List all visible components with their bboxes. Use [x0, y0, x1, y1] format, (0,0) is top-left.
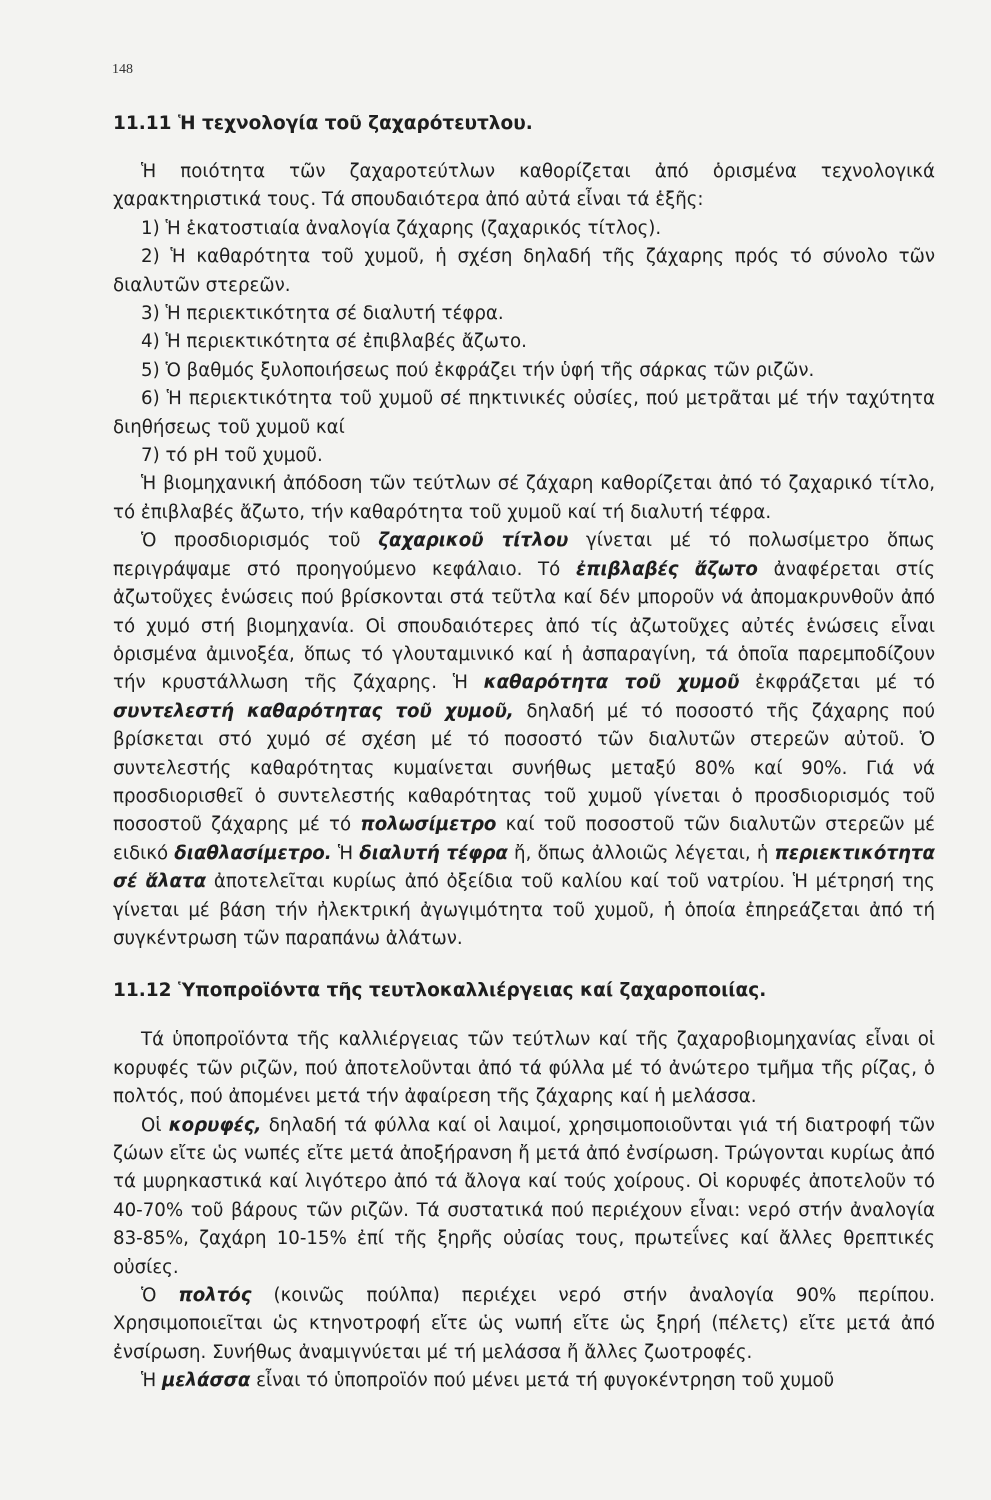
text-run: ἤ, ὅπως ἀλλοιῶς λέγεται, ἡ — [507, 842, 775, 864]
section-heading-11-11: 11.11 Ἡ τεχνολογία τοῦ ζαχαρότευτλου. — [113, 113, 533, 134]
text-run: δηλαδή μέ τό ποσοστό τῆς ζάχαρης πού βρίσκεται στό χυμό σέ σχέση μέ τό ποσοστό τῶν διαλυτῶν στερεῶν αὐτοῦ. Ὁ συντελεστής καθαρότητας κυμαίνεται συνήθως μεταξύ 80% καί 90%. Γιά νά προσδιορισθεῖ ὁ συντελεστής καθαρότητας τοῦ χυμοῦ γίνεται ὁ προσδιορισμός τοῦ ποσοστοῦ ζάχαρης μέ τό — [113, 700, 935, 836]
text-run: ἐκφράζεται μέ τό — [739, 672, 935, 694]
keyword-refractometer: διαθλασίμετρο. — [174, 842, 332, 864]
determination-paragraph — [113, 527, 935, 953]
keyword-purity-coefficient: συντελεστή καθαρότητας τοῦ χυμοῦ, — [113, 700, 514, 722]
text-run: καί τοῦ ποσοστοῦ τῶν διαλυτῶν στερεῶν μέ ειδικό — [113, 814, 935, 864]
keyword-molasses: μελάσσα — [161, 1370, 251, 1392]
keyword-pulp: πολτός — [178, 1285, 252, 1307]
list-item-1: 1) Ἡ ἑκατοστιαία ἀναλογία ζάχαρης (ζαχαρικός τίτλος). — [141, 217, 662, 239]
molasses-paragraph — [113, 1367, 935, 1395]
list-item-4: 4) Ἡ περιεκτικότητα σέ ἐπιβλαβές ἄζωτο. — [141, 331, 527, 353]
list-item-6: 6) Ἡ περιεκτικότητα τοῦ χυμοῦ σέ πηκτινικές οὐσίες, πού μετρᾶται μέ τήν ταχύτητα διηθήσεως τοῦ χυμοῦ καί — [113, 388, 935, 438]
keyword-salt-content: περιεκτικότητα σέ ἅλατα — [113, 842, 935, 893]
pulp-paragraph — [113, 1282, 935, 1367]
text-run: δηλαδή τά φύλλα καί οἱ λαιμοί, χρησιμοποιοῦνται γιά τή διατροφή τῶν ζώων εἴτε ὡς νωπές εἴτε μετά ἀποξήρανση ἤ μετά ἀπό ἐνσίρωση. Τρώγονται κυρίως ἀπό τά μυρηκαστικά καί λιγότερο ἀπό τά ἄλογα καί τούς χοίρους. Οἱ κορυφές ἀποτελοῦν τό 40-70% τοῦ βάρους τῶν ριζῶν. Τά συστατικά πού περιέχουν εἶναι: νερό στήν ἀναλογία 83-85%, ζαχάρη 10-15% ἐπί τῆς ξηρῆς οὐσίας τους, πρωτεΐνες καί ἄλλες θρεπτικές οὐσίες. — [113, 1114, 935, 1278]
text-run: Ἡ — [141, 1370, 162, 1392]
text-run: (κοινῶς πούλπα) περιέχει νερό στήν ἀναλογία 90% περίπου. Χρησιμοποιεῖται ὡς κτηνοτροφή εἴτε ὡς νωπή εἴτε ὡς ξηρή (πέλετς) εἴτε μετά ἀπό ἐνσίρωση. Συνήθως ἀναμιγνύεται μέ τή μελάσσα ἤ ἄλλες ζωοτροφές. — [113, 1285, 935, 1363]
list-item-3: 3) Ἡ περιεκτικότητα σέ διαλυτή τέφρα. — [141, 303, 504, 325]
keyword-sugar-title: ζαχαρικοῦ τίτλου — [378, 530, 569, 552]
text-run: εἶναι τό ὑποπροϊόν πού μένει μετά τή φυγοκέντρηση τοῦ χυμοῦ — [250, 1370, 835, 1392]
list-item-2: 2) Ἡ καθαρότητα τοῦ χυμοῦ, ἡ σχέση δηλαδή τῆς ζάχαρης πρός τό σύνολο τῶν διαλυτῶν στερεῶν. — [113, 246, 935, 296]
page-number: 148 — [112, 62, 133, 77]
text-run: ἀναφέρεται στίς ἀζωτοῦχες ἑνώσεις πού βρίσκονται στά τεῦτλα καί δέν μποροῦν νά ἀπομακρυνθοῦν ἀπό τό χυμό στή βιομηχανία. Οἱ σπουδαιότερες ἀπό τίς ἀζωτοῦχες αὐτές ἑνώσεις εἶναι ὁρισμένα ἀμινοξέα, ὅπως τό γλουταμινικό καί ἡ ἀσπαραγίνη, τά ὁποῖα παρεμποδίζουν τήν κρυστάλλωση τῆς ζάχαρης. Ἡ — [113, 558, 935, 694]
text-run: Ὁ προσδιορισμός τοῦ — [141, 530, 379, 552]
keyword-soluble-ash: διαλυτή τέφρα — [359, 842, 508, 864]
intro-paragraph: Ἡ ποιότητα τῶν ζαχαροτεύτλων καθορίζεται ἀπό ὁρισμένα τεχνολογικά χαρακτηριστικά τους. Τά σπουδαιότερα ἀπό αὐτά εἶναι τά ἑξῆς: — [113, 161, 935, 211]
list-item-5: 5) Ὁ βαθμός ξυλοποιήσεως πού ἐκφράζει τήν ὑφή τῆς σάρκας τῶν ριζῶν. — [141, 359, 815, 381]
text-run: Οἱ — [141, 1114, 169, 1136]
text-run: Ἡ — [331, 842, 360, 864]
keyword-juice-purity: καθαρότητα τοῦ χυμοῦ — [483, 672, 740, 694]
keyword-polarimeter: πολωσίμετρο — [360, 814, 497, 836]
tops-paragraph — [113, 1112, 935, 1282]
keyword-harmful-nitrogen: ἐπιβλαβές ἄζωτο — [575, 558, 758, 580]
section-heading-11-12: 11.12 Ὑποπροϊόντα τῆς τευτλοκαλλιέργειας καί ζαχαροποιίας. — [113, 980, 767, 1002]
list-item-7: 7) τό pH τοῦ χυμοῦ. — [141, 445, 323, 467]
keyword-tops: κορυφές, — [168, 1114, 262, 1136]
byproducts-paragraph: Τά ὑποπροϊόντα τῆς καλλιέργειας τῶν τεύτλων καί τῆς ζαχαροβιομηχανίας εἶναι οἱ κορυφές τῶν ριζῶν, πού ἀποτελοῦνται ἀπό τά φύλλα μέ τό ἀνώτερο τμῆμα τῆς ρίζας, ὁ πολτός, πού ἀπομένει μετά τήν ἀφαίρεση τῆς ζάχαρης καί ἡ μελάσσα. — [113, 1029, 935, 1108]
text-run: γίνεται μέ τό πολωσίμετρο ὅπως περιγράψαμε στό προηγούμενο κεφάλαιο. Τό — [113, 530, 935, 580]
text-run: ἀποτελεῖται κυρίως ἀπό ὀξείδια τοῦ καλίου καί τοῦ νατρίου. Ἡ μέτρησή της γίνεται μέ βάση τήν ἠλεκτρική ἀγωγιμότητα τοῦ χυμοῦ, ἡ ὁποία ἐπηρεάζεται ἀπό τή συγκέντρωση τῶν παραπάνω ἀλάτων. — [113, 871, 935, 949]
yield-paragraph: Ἡ βιομηχανική ἀπόδοση τῶν τεύτλων σέ ζάχαρη καθορίζεται ἀπό τό ζαχαρικό τίτλο, τό ἐπιβλαβές ἄζωτο, τήν καθαρότητα τοῦ χυμοῦ καί τή διαλυτή τέφρα. — [113, 473, 935, 523]
text-run: Ὁ — [141, 1285, 179, 1307]
page-content — [113, 110, 935, 1396]
